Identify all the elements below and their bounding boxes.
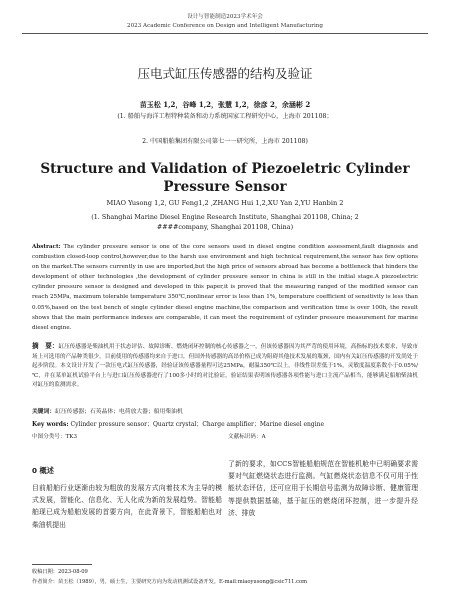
- affiliation-cn-2: 2. 中国船舶集团有限公司第七一一研究所，上海市 201108): [142, 138, 308, 145]
- footnote-received: 收稿日期：2023-08-09: [32, 569, 88, 575]
- classification-line: [32, 433, 418, 441]
- keywords-en: [32, 420, 418, 429]
- clc-number: 中图分类号：TK3: [32, 434, 78, 440]
- document-code: 文献标识码：A: [228, 434, 266, 440]
- footnote-rule: [32, 564, 92, 565]
- affiliation-en: (1. Shanghai Marine Diesel Engine Research Institute, Shanghai 201108, China; 2 ####company, Shanghai 201108, China): [91, 213, 359, 231]
- abstract-cn: [32, 342, 418, 391]
- paper-title-en-line2: Pressure Sensor: [163, 179, 287, 195]
- header-rule: [22, 33, 428, 34]
- section-heading: 0 概述: [32, 466, 54, 475]
- abstract-cn-text: 缸压传感器是柴油机用于状态评估、故障诊断、燃烧闭环控制的核心传感器之一，但该传感器因为其严苛的使用环境，高指标的技术要求，导致市场上可选用的产品种类很少。目前使用的传感器均来自于进口，但国外传感器的高昂价格已成为阻碍其他技术发展的瓶颈，国内有关缸压传感器的开发尚处于起步阶段。本文设计开发了一款压电式缸压传感器，经验证该传感器量程可达25MPa，耐温350℃以上，非线性误差低于1%，灵敏度温度系数小于0.05%/℃，并在某单缸机试验平台上与进口缸压传感器进行了100多小时的对比验证，验证结果表明该传感器各项性能与进口主流产品相当，能够满足船舶柴油机对缸压的监测需求。: [32, 344, 418, 389]
- authors-cn: 苗玉松 1,2，谷峰 1,2，张慧 1,2，徐彦 2，余涵彬 2: [139, 100, 311, 109]
- abstract-en-text: The cylinder pressure sensor is one of the core sensors used in diesel engine condition assessment,fault diagnosis and combustion closed-loop control,however,due to the harsh use environment and high technical requirement,the sensor has few options on the market.The sensors currently in use are imported,but the high price of sensors abroad has become a bottleneck that hinders the development of other technologies ,the development of cylinder pressure sensor in china is still in the initial stage.A piezoelectric cylinder pressure sensor is designed and developed in this paper,it is proved that the measuring ranged of the modified sensor can reach 25MPa, maximum tolerable temperature 350℃,nonlinear error is less than 1%, temperature coefficient of sensitivity is less than 0.05%,based on the test bench of single cylinder diesel engine machine,the comparison and verification time is over 100h, the result shows that the main performance indexes are comparable, it can meet the requirement of cylinder pressure measurement for marine diesel engine.: [32, 244, 418, 331]
- affiliation-cn-1: (1. 船舶与海洋工程特种装备和动力系统国家工程研究中心，上海市 201108；: [117, 113, 333, 120]
- keywords-en-label: Key words:: [32, 421, 69, 428]
- running-head-en: 2023 Academic Conference on Design and Intelligent Manufacturing: [127, 23, 323, 29]
- running-head-cn: 设计与智能制造2023学术年会: [187, 14, 263, 20]
- abstract-cn-label: 摘 要：: [32, 342, 59, 350]
- body-text-right: 了新的要求，如CCS智能船舶规范在智能机舱中已明确要求需要对气缸燃烧状态进行监测。气缸燃烧状态信息不仅可用于性能状态评估，还可应用于长期信号监测为故障诊断、健康管理等提供数据基础，基于缸压的燃烧闭环控制，进一步提升经济、排放: [228, 460, 418, 517]
- paper-title-en: [0, 160, 450, 196]
- abstract-en-label: Abstract:: [32, 244, 61, 250]
- keywords-cn: [32, 408, 418, 417]
- body-column-right: [228, 458, 418, 519]
- keywords-cn-text: 缸压传感器；石英晶体；电荷放大器；船用柴油机: [55, 409, 183, 415]
- abstract-en: [32, 242, 418, 333]
- footnote-author-info: 作者简介：苗玉松（1989），男，硕士生，主要研究方向为发动机测试设备开发。E-mail:miaoyusong@csic711.com: [32, 579, 308, 585]
- authors-en: MIAO Yusong 1,2, GU Feng1,2 ,ZHANG Hui 1,2,XU Yan 2,YU Hanbin 2: [106, 199, 344, 207]
- body-column-left: [32, 482, 222, 531]
- body-text-left: 目前船舶行业逐渐由较为粗放的发展方式向着技术为主导的模式发展，智能化、信息化、无人化成为新的发展趋势。智能船舶现已成为船舶发展的首要方向，在此背景下，智能船舶也对柴油机提出: [32, 484, 222, 529]
- paper-title-en-line1: Structure and Validation of Piezoeletric Cylinder: [40, 161, 410, 177]
- keywords-cn-label: 关键词：: [32, 409, 56, 415]
- keywords-en-text: Cylinder pressure sensor；Quartz crystal；Charge amplifier；Marine diesel engine: [68, 421, 325, 428]
- paper-title-cn: 压电式缸压传感器的结构及验证: [137, 66, 313, 81]
